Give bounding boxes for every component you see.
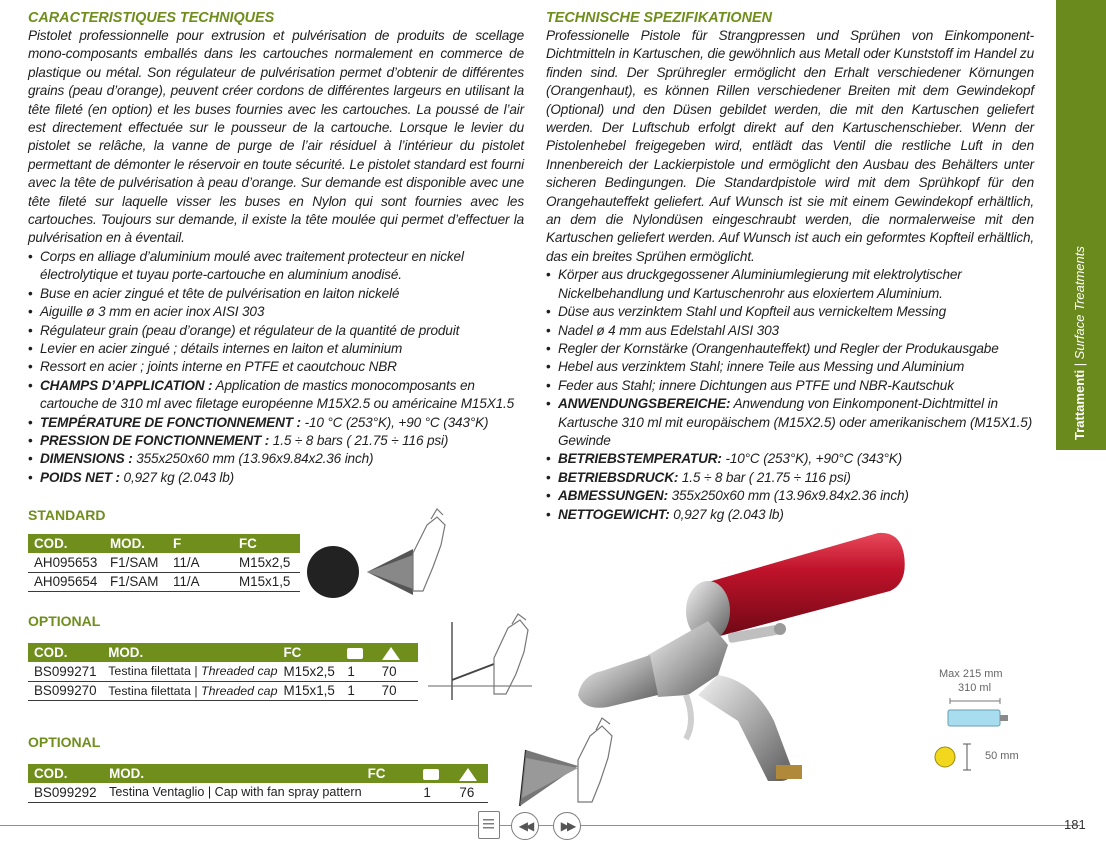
page-number: 181 — [1064, 817, 1086, 832]
german-specs — [546, 10, 1034, 524]
french-spec-item: • TEMPÉRATURE DE FONCTIONNEMENT : -10 °C (253°K), +90 °C (343°K) — [28, 414, 524, 432]
package-icon — [347, 648, 363, 659]
table-row: BS099271 Testina filettata | Threaded cap M15x2,5 1 70 — [28, 662, 418, 681]
section-side-tab: Trattamenti | Surface Treatments — [1056, 0, 1106, 450]
sealant-spray-gun-photo — [578, 525, 918, 795]
french-bullet: • Aiguille ø 3 mm en acier inox AISI 303 — [28, 303, 524, 321]
german-bullet: • Nadel ø 4 mm aus Edelstahl AISI 303 — [546, 322, 1034, 340]
package-icon — [423, 769, 439, 780]
max-length-label: Max 215 mm — [939, 668, 1003, 680]
table-header: COD. MOD. FC — [28, 643, 418, 662]
side-tab-label: Trattamenti — [1072, 369, 1087, 440]
german-intro: Professionelle Pistole für Strangpressen und Sprühen von Einkomponent-Dichtmitteln in Kartuschen, die gewöhnlich aus Metall oder Kunststoff im Handel zu finden sind. Der Sprühregler ermöglicht den Erhalt verschiedener Körnungen (Orangenhaut), es können Rillen verschiedener Breiten mit dem Gewindekopf (Optional) und den Düsen gebildet werden, die mit den Kartuschen geliefert werden. Der Luftschub erfolgt direkt auf den Kartuschenschieber. Wenn der Pistolenhebel freigegeben wird, entlädt das Ventil die restliche Luft in den Innenbereich der Lackierpistole und ermöglicht den Ausbau des Behälters unter sicheren Bedingungen. Die Standardpistole wird mit dem Sprühkopf für den Orangehauteffekt geliefert. Auf Wunsch ist sie mit einem Gewindekopf erhältlich, an dem die Nylondüsen eingeschraubt werden, die normalerweise mit den Kartuschen geliefert werden. Auf Wunsch ist auch ein geformtes Kopfteil erhältlich, das ein breites Sprühen ermöglicht. — [546, 28, 1034, 264]
standard-title: STANDARD — [28, 507, 106, 523]
french-bullets — [28, 248, 524, 487]
side-tab-subtitle: Surface Treatments — [1072, 246, 1087, 360]
german-spec-item: • BETRIEBSTEMPERATUR: -10°C (253°K), +90°C (343°K) — [546, 450, 1034, 468]
optional-fan-title: OPTIONAL — [28, 734, 101, 750]
french-spec-item: • PRESSION DE FONCTIONNEMENT : 1.5 ÷ 8 bars ( 21.75 ÷ 116 psi) — [28, 432, 524, 450]
table-row: AH095653 F1/SAM 11/A M15x2,5 — [28, 553, 300, 572]
table-row: BS099292 Testina Ventaglio | Cap with fan spray pattern 1 76 — [28, 783, 488, 802]
german-spec-item: • ANWENDUNGSBEREICHE: Anwendung von Einkomponent-Dichtmittel in Kartusche 310 ml mit europäischem (M15X2.5) oder amerikanischem (M15X1.5) Gewinde — [546, 395, 1034, 450]
french-spec-item: • POIDS NET : 0,927 kg (2.043 lb) — [28, 469, 524, 487]
optional-threaded-table — [28, 643, 418, 701]
forward-icon[interactable]: ▶▶ — [553, 812, 581, 840]
german-spec-item: • BETRIEBSDRUCK: 1.5 ÷ 8 bar ( 21.75 ÷ 116 psi) — [546, 469, 1034, 487]
french-title: CARACTERISTIQUES TECHNIQUES — [28, 10, 275, 26]
french-bullet: • Ressort en acier ; joints interne en PTFE et caoutchouc NBR — [28, 358, 524, 376]
german-bullet: • Hebel aus verzinktem Stahl; innere Teile aus Messing und Aluminium — [546, 358, 1034, 376]
german-bullet: • Regler der Kornstärke (Orangenhauteffekt) und Regler der Produkausgabe — [546, 340, 1034, 358]
german-spec-item: • ABMESSUNGEN: 355x250x60 mm (13.96x9.84x2.36 inch) — [546, 487, 1034, 505]
table-header: COD. MOD. FC — [28, 764, 488, 783]
rewind-icon[interactable]: ◀◀ — [511, 812, 539, 840]
weight-icon — [459, 768, 477, 781]
cartridge-diameter-diagram — [934, 740, 972, 774]
volume-label: 310 ml — [958, 682, 992, 694]
document-icon[interactable] — [478, 811, 500, 839]
german-spec-item: • NETTOGEWICHT: 0,927 kg (2.043 lb) — [546, 506, 1034, 524]
table-row: AH095654 F1/SAM 11/A M15x1,5 — [28, 572, 300, 591]
french-bullet: • Régulateur grain (peau d’orange) et régulateur de la quantité de produit — [28, 322, 524, 340]
footer-divider — [0, 825, 1080, 826]
optional-fan-table — [28, 764, 488, 803]
weight-icon — [382, 647, 400, 660]
german-bullet: • Körper aus druckgegossener Aluminiumlegierung mit elektrolytischer Nickelbehandlung und Kartuschenrohr aus eloxiertem Aluminium. — [546, 266, 1034, 303]
french-spec-item: • DIMENSIONS : 355x250x60 mm (13.96x9.84x2.36 inch) — [28, 450, 524, 468]
german-bullet: • Düse aus verzinktem Stahl und Kopfteil aus vernickeltem Messing — [546, 303, 1034, 321]
french-spec-item: • CHAMPS D’APPLICATION : Application de mastics monocomposants en cartouche de 310 ml avec filetage européenne M15X2.5 ou américaine M15X1.5 — [28, 377, 524, 414]
german-bullet: • Feder aus Stahl; innere Dichtungen aus PTFE und NBR-Kautschuk — [546, 377, 1034, 395]
diameter-label: 50 mm — [985, 750, 1019, 762]
french-specs — [28, 10, 524, 487]
orange-peel-spray-illustration — [305, 505, 455, 605]
french-intro: Pistolet professionnelle pour extrusion et pulvérisation de produits de scellage mono-composants emballés dans les cartouches normalement en commerce de plastique ou métal. Son régulateur de pulvérisation permet d’obtenir de différentes grains (peau d’orange), peuvent créer cordons de différentes largeurs en utilisant la tête fileté (en option) et les buses fournies avec les cartouches. La poussé de l’air est directement effectuée sur le pousseur de la cartouche. Lorsque le levier du pistolet se relâche, la vanne de purge de l’air résiduel à l’intérieur du pistolet permettant de démonter le réservoir en toute sécurité. Le pistolet standard est fourni avec la tête de pulvérisation à peau d’orange. Sur demande est disponible avec une tête fileté sur laquelle visser les buses en Nylon qui sont fournies avec les cartouches. Toujours sur demande, il existe la tête moulée qui permet d’effectuer la pulvérisation en à éventail. — [28, 28, 524, 246]
french-bullet: • Levier en acier zingué ; détails internes en laiton et aluminium — [28, 340, 524, 358]
table-row: BS099270 Testina filettata | Threaded cap M15x1,5 1 70 — [28, 681, 418, 700]
threaded-cap-illustration — [422, 608, 534, 708]
table-header: COD. MOD. F FC — [28, 534, 300, 553]
french-bullet: • Corps en alliage d’aluminium moulé avec traitement protecteur en nickel électrolytique et tuyau porte-cartouche en aluminium anodisé. — [28, 248, 524, 285]
standard-table — [28, 534, 300, 592]
cartridge-length-diagram — [940, 698, 1014, 730]
french-bullet: • Buse en acier zingué et tête de pulvérisation en laiton nickelé — [28, 285, 524, 303]
german-title: TECHNISCHE SPEZIFIKATIONEN — [546, 10, 772, 26]
optional-title: OPTIONAL — [28, 613, 101, 629]
german-bullets — [546, 266, 1034, 524]
